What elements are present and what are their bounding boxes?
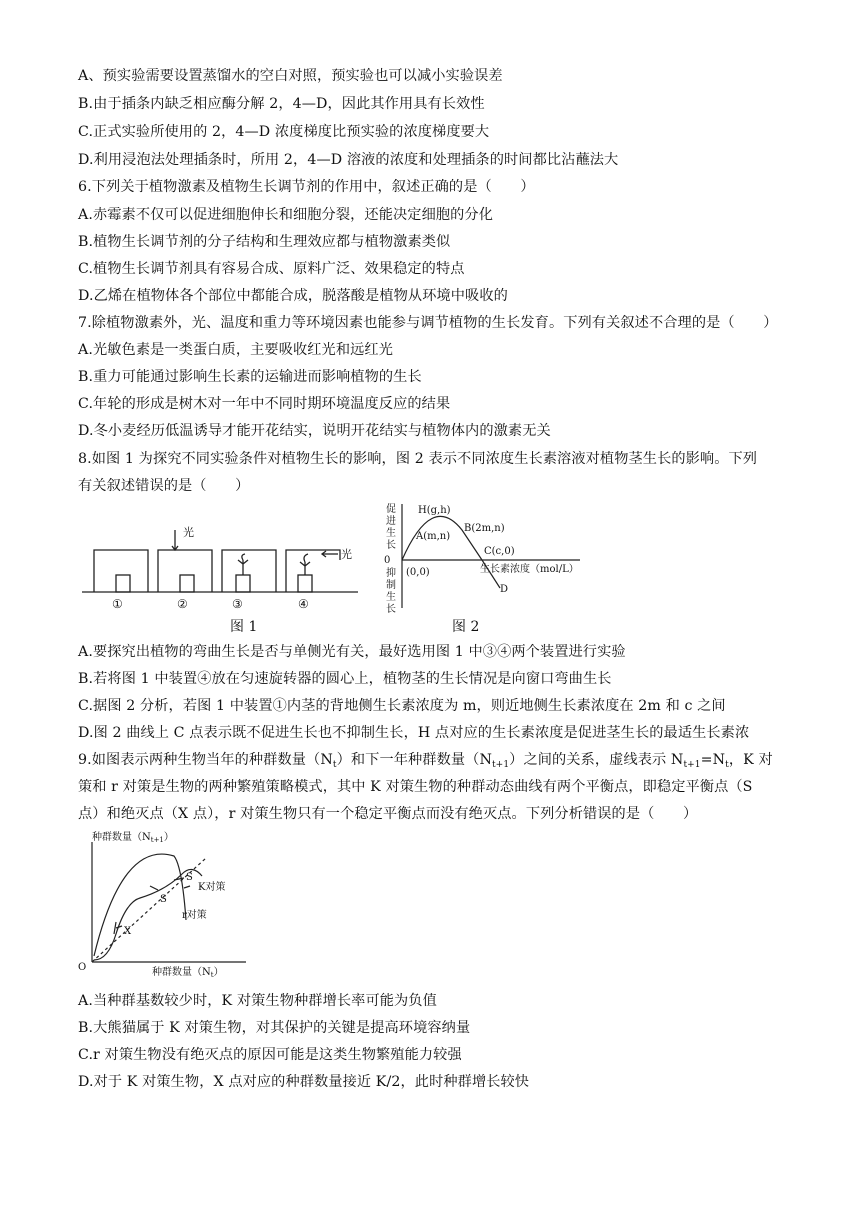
y-axis-label: 种群数量$(N_{t+1})$ xyxy=(92,832,174,844)
figure-3 xyxy=(78,830,248,978)
option-7c: C.年轮的形成是树木对一年中不同时期环境温度反应的结果 xyxy=(78,396,451,412)
question-9-cont: 点）和绝灭点（X 点），r 对策生物只有一个稳定平衡点而没有绝灭点。下列分析错误的是（ ） xyxy=(78,806,698,822)
question-8-cont: 有关叙述错误的是（ ） xyxy=(78,478,250,494)
option-9b: B.大熊猫属于 K 对策生物，对其保护的关键是提高环境容纳量 xyxy=(78,1020,471,1036)
point-A: A(m,n) xyxy=(416,531,451,542)
option-9d: D.对于 K 对策生物，X 点对应的种群数量接近 K/2，此时种群增长较快 xyxy=(78,1074,530,1090)
option-8d: D.图 2 曲线上 C 点表示既不促进生长也不抑制生长，H 点对应的生长素浓度是促进茎生长的最适生长素浓 xyxy=(78,725,750,741)
option-9c: C.r 对策生物没有绝灭点的原因可能是这类生物繁殖能力较强 xyxy=(78,1047,462,1063)
k-strategy-label: K对策 xyxy=(198,882,226,893)
option-8a: A.要探究出植物的弯曲生长是否与单侧光有关，最好选用图 1 中③④两个装置进行实验 xyxy=(78,644,626,660)
option-9a: A.当种群基数较少时，K 对策生物种群增长率可能为负值 xyxy=(78,993,437,1009)
question-9-cont: 策和 r 对策是生物的两种繁殖策略模式，其中 K 对策生物的种群动态曲线有两个平衡点，即稳定平衡点（S xyxy=(78,779,753,795)
device-label: ① xyxy=(112,597,123,611)
light-label: 光 xyxy=(183,526,194,539)
device-label: ② xyxy=(177,597,188,611)
point-C: C(c,0) xyxy=(484,546,515,557)
question-7: 7.除植物激素外，光、温度和重力等环境因素也能参与调节植物的生长发育。下列有关叙述不合理的是（ ） xyxy=(78,315,778,331)
x-axis-label: 生长素浓度（mol/L） xyxy=(480,564,579,575)
origin-label: O xyxy=(78,962,87,973)
text-line: C.正式实验所使用的 2，4—D 浓度梯度比预实验的浓度梯度要大 xyxy=(78,124,490,140)
origin-label: (0,0) xyxy=(406,567,430,578)
option-6b: B.植物生长调节剂的分子结构和生理效应都与植物激素类似 xyxy=(78,234,451,250)
figure-1-caption: 图 1 xyxy=(230,619,258,635)
light-label: 光 xyxy=(341,548,352,561)
s-point-label: S xyxy=(160,894,167,905)
point-H: H(g,h) xyxy=(418,505,451,516)
point-D: D xyxy=(500,584,509,595)
option-8c: C.据图 2 分析，若图 1 中装置①内茎的背地侧生长素浓度为 m，则近地侧生长素浓度在 2m 和 c 之间 xyxy=(78,698,726,714)
question-6: 6.下列关于植物激素及植物生长调节剂的作用中，叙述正确的是（ ） xyxy=(78,179,535,195)
option-6c: C.植物生长调节剂具有容易合成、原料广泛、效果稳定的特点 xyxy=(78,261,465,277)
x-axis-label: 种群数量$(N_t)$ xyxy=(152,967,224,978)
device-label: ④ xyxy=(298,597,309,611)
text-line: D.利用浸泡法处理插条时，所用 2，4—D 溶液的浓度和处理插条的时间都比沾蘸法大 xyxy=(78,152,619,168)
option-7d: D.冬小麦经历低温诱导才能开花结实，说明开花结实与植物体内的激素无关 xyxy=(78,423,551,439)
figure-2-caption: 图 2 xyxy=(452,619,480,635)
figure-2 xyxy=(380,496,620,616)
question-8: 8.如图 1 为探究不同实验条件对植物生长的影响，图 2 表示不同浓度生长素溶液对植物茎生长的影响。下列 xyxy=(78,451,758,467)
option-8b: B.若将图 1 中装置④放在匀速旋转器的圆心上，植物茎的生长情况是向窗口弯曲生长 xyxy=(78,671,612,687)
option-6a: A.赤霉素不仅可以促进细胞伸长和细胞分裂，还能决定细胞的分化 xyxy=(78,207,494,223)
text-line: A、预实验需要设置蒸馏水的空白对照，预实验也可以减小实验误差 xyxy=(78,68,503,84)
y-axis-bottom: 抑制生长 xyxy=(386,568,396,615)
r-strategy-label: r对策 xyxy=(182,910,207,921)
figure-1 xyxy=(80,520,360,625)
x-point-label: X xyxy=(124,926,132,937)
y-axis-top: 促进生长 xyxy=(386,504,396,551)
point-B: B(2m,n) xyxy=(464,523,505,534)
zero-label: 0 xyxy=(384,555,391,566)
option-6d: D.乙烯在植物体各个部位中都能合成，脱落酸是植物从环境中吸收的 xyxy=(78,288,508,304)
question-9: 9.如图表示两种生物当年的种群数量$(N_t)$和下一年种群数量$(N_{t+1})$之间的关系，虚线表示 $N_{t+1}=N_t$，K 对 xyxy=(78,752,773,770)
device-label: ③ xyxy=(232,597,243,611)
s-point-label: S xyxy=(186,872,193,883)
option-7a: A.光敏色素是一类蛋白质，主要吸收红光和远红光 xyxy=(78,342,393,358)
option-7b: B.重力可能通过影响生长素的运输进而影响植物的生长 xyxy=(78,369,422,385)
text-line: B.由于插条内缺乏相应酶分解 2，4—D，因此其作用具有长效性 xyxy=(78,96,485,112)
